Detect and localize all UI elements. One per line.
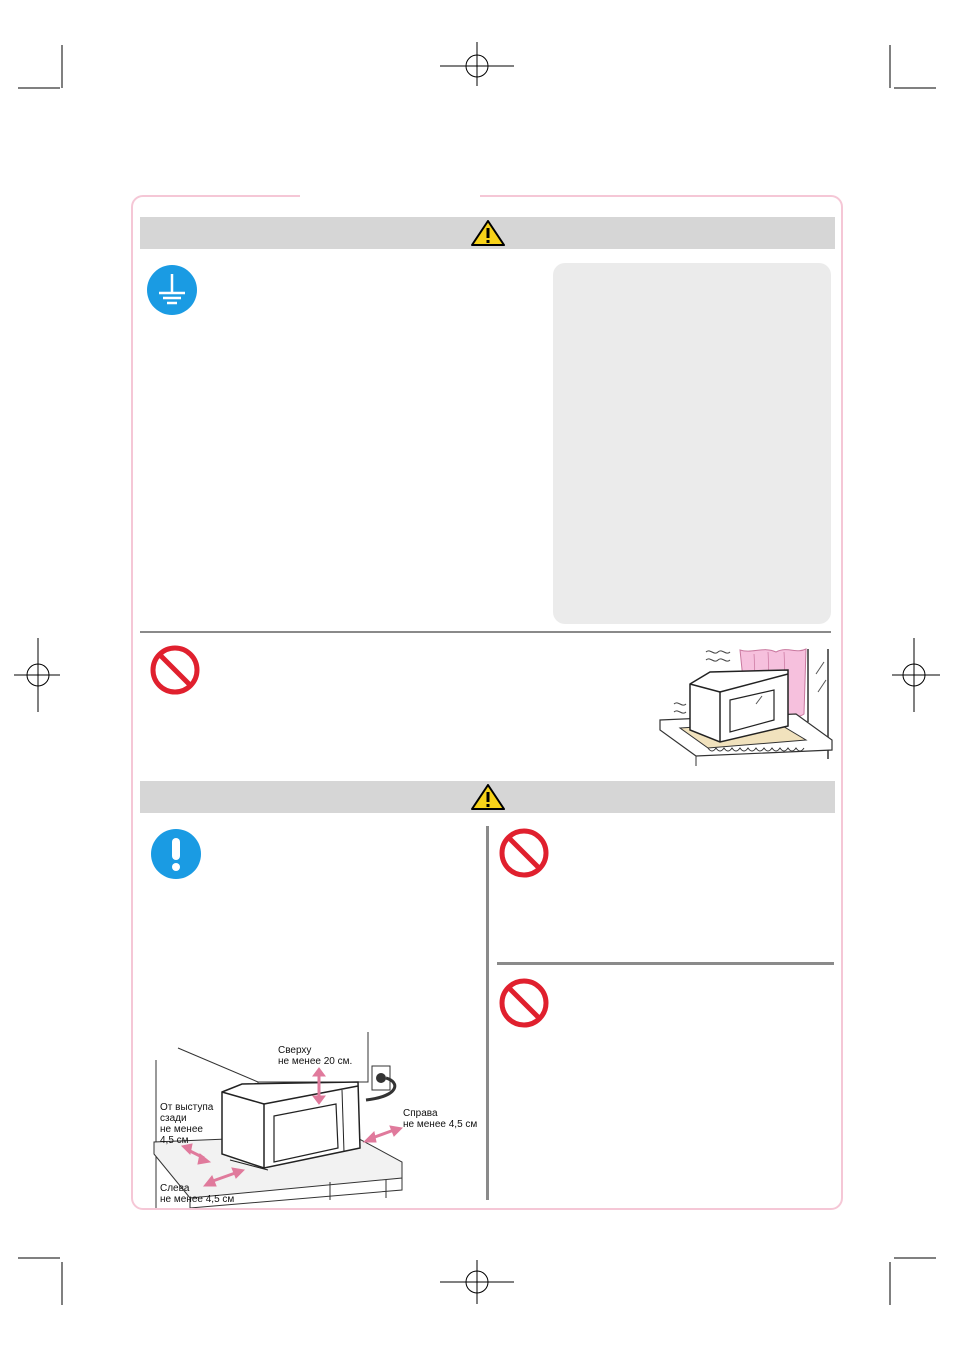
clearance-back-line1: От выступа [160, 1102, 214, 1113]
column-divider [486, 826, 489, 1200]
clearance-right-label [403, 1108, 477, 1130]
exclamation-icon [151, 829, 201, 879]
registration-mark-top [440, 42, 514, 86]
microwave-curtain-illustration [656, 644, 836, 766]
section-divider [140, 631, 831, 633]
warning-triangle-icon [471, 220, 505, 246]
clearance-back-line2: сзади [160, 1113, 187, 1124]
frame-gap [300, 191, 480, 199]
clearance-back-line4: 4,5 см [160, 1135, 189, 1146]
prohibition-icon [150, 645, 200, 695]
clearance-back-label [160, 1102, 213, 1146]
clearance-left-line2: не менее 4,5 см [160, 1194, 235, 1205]
warning-triangle-icon [471, 784, 505, 810]
info-panel [553, 263, 831, 624]
prohibition-icon [499, 978, 549, 1028]
clearance-top-label [278, 1045, 352, 1067]
clearance-left-line1: Слева [160, 1183, 190, 1194]
clearance-right-line1: Справа [403, 1108, 438, 1119]
prohibition-icon [499, 828, 549, 878]
warning-banner-bottom [140, 781, 835, 813]
registration-mark-bottom [440, 1260, 514, 1304]
clearance-top-line2: не менее 20 см. [278, 1056, 353, 1067]
clearance-left-label [160, 1183, 234, 1205]
registration-mark-right [892, 638, 940, 712]
ground-icon [147, 265, 197, 315]
clearance-right-line2: не менее 4,5 см [403, 1119, 478, 1130]
right-column-divider [497, 962, 834, 965]
clearance-back-line3: не менее [160, 1124, 203, 1135]
clearance-top-line1: Сверху [278, 1045, 312, 1056]
warning-banner-top [140, 217, 835, 249]
registration-mark-left [14, 638, 60, 712]
